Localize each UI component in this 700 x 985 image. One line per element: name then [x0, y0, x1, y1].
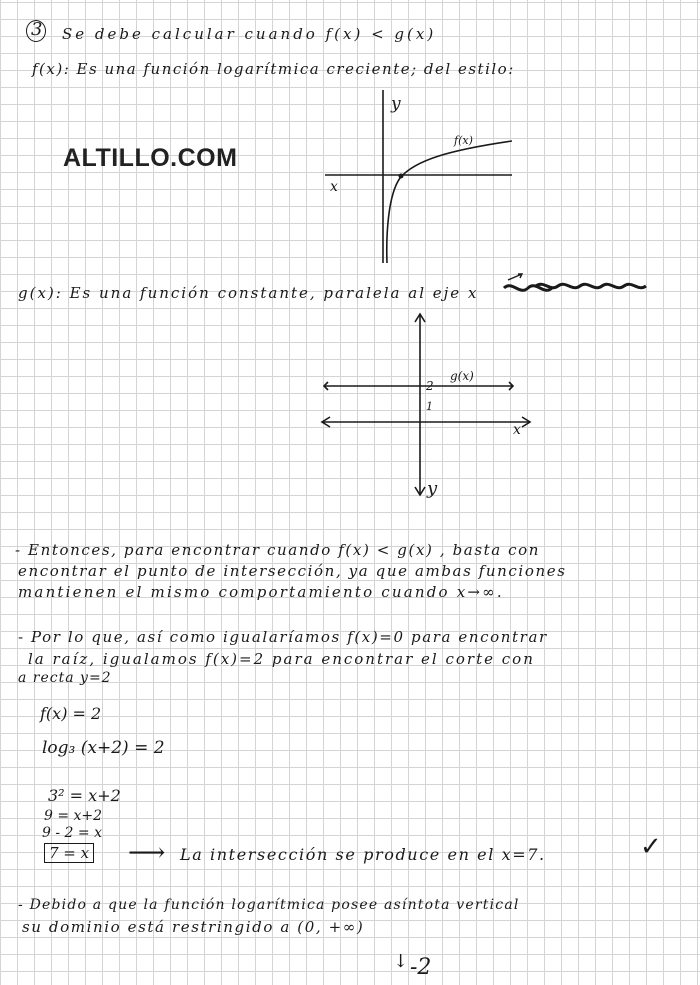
para1-line-1: - Entonces, para encontrar cuando f(x) < g(x) , basta con	[15, 541, 541, 559]
result-arrow: ⟶	[128, 838, 166, 868]
para3-line-2: su dominio está restringido a (0, +∞)	[22, 918, 365, 936]
scribble-mark	[500, 270, 670, 302]
para2-line-2: la raíz, igualamos f(x)=2 para encontrar el corte con	[28, 650, 535, 668]
graph1-y-label: y	[391, 94, 401, 114]
header-line-2: f(x): Es una función logarítmica creciente; del estilo:	[32, 60, 515, 78]
g-description: g(x): Es una función constante, paralela al eje x	[18, 284, 479, 302]
constant-function-graph	[320, 310, 535, 500]
math-step-5: 9 - 2 = x	[42, 825, 102, 841]
log-curve	[387, 141, 512, 263]
log-function-graph	[320, 85, 520, 265]
math-step-4: 9 = x+2	[44, 808, 103, 824]
x-intercept-point	[399, 174, 404, 179]
para3-line-1: - Debido a que la función logarítmica posee asíntota vertical	[18, 897, 520, 913]
para2-line-1: - Por lo que, así como igualaríamos f(x)=0 para encontrar	[18, 628, 548, 646]
graph2-tick-1: 1	[426, 400, 433, 413]
graph2-y-label: y	[427, 478, 438, 499]
para1-line-2: encontrar el punto de intersección, ya que ambas funciones	[18, 562, 567, 580]
graph2-tick-2: 2	[426, 379, 434, 393]
math-result-box: 7 = x	[44, 843, 94, 863]
bottom-arrow: ↓	[393, 951, 409, 972]
check-mark: ✓	[640, 832, 662, 862]
bottom-value: -2	[410, 955, 432, 980]
header-line-1: Se debe calcular cuando f(x) < g(x)	[62, 25, 437, 43]
conclusion-text: La intersección se produce en el x=7.	[180, 845, 546, 864]
math-step-3: 3² = x+2	[48, 786, 121, 805]
para1-line-3: mantienen el mismo comportamiento cuando x→∞.	[18, 583, 504, 601]
graph1-curve-label: f(x)	[454, 134, 473, 147]
math-step-2: log₃ (x+2) = 2	[42, 738, 165, 758]
graph2-line-label: g(x)	[450, 369, 474, 383]
watermark-text: ALTILLO.COM	[63, 144, 238, 172]
math-step-1: f(x) = 2	[40, 704, 102, 723]
para2-line-3: a recta y=2	[18, 670, 112, 686]
graph1-x-label: x	[330, 179, 338, 195]
item-number: 3	[31, 19, 43, 40]
graph2-x-label: x	[513, 422, 521, 438]
